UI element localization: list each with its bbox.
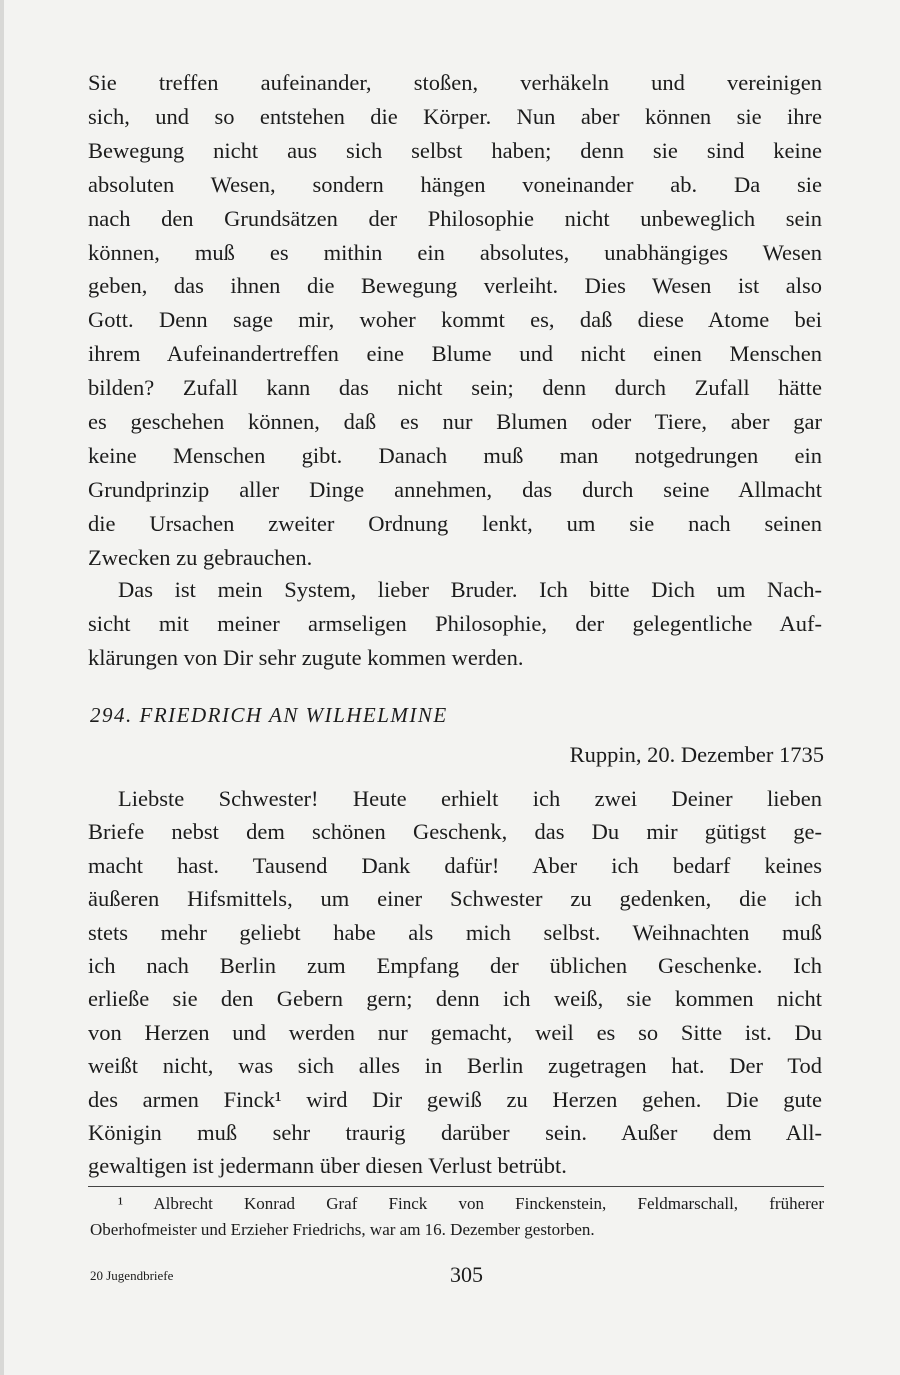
text-line: Liebste Schwester! Heute erhielt ich zwei Deiner lieben xyxy=(118,786,822,811)
text-line: macht hast. Tausend Dank dafür! Aber ich bedarf keines xyxy=(88,852,822,878)
text-line: die Ursachen zweiter Ordnung lenkt, um sie nach seinen xyxy=(88,510,822,536)
text-line: äußeren Hifsmittels, um einer Schwester zu gedenken, die ich xyxy=(88,886,822,912)
text-line: keine Menschen gibt. Danach muß man notgedrungen ein xyxy=(88,442,822,468)
text-line: ¹ Albrecht Konrad Graf Finck von Finckenstein, Feldmarschall, früherer xyxy=(118,1194,824,1213)
text-line: Bewegung nicht aus sich selbst haben; denn sie sind keine xyxy=(88,137,822,163)
text-line: Sie treffen aufeinander, stoßen, verhäkeln und vereinigen xyxy=(88,70,822,95)
text-line: nach den Grundsätzen der Philosophie nicht unbeweglich sein xyxy=(88,205,822,231)
text-line: gewaltigen ist jedermann über diesen Verlust betrübt. xyxy=(88,1153,567,1179)
text-line: stets mehr geliebt habe als mich selbst. Weihnachten muß xyxy=(88,919,822,945)
text-line: des armen Finck¹ wird Dir gewiß zu Herzen gehen. Die gute xyxy=(88,1086,822,1112)
text-line: klärungen von Dir sehr zugute kommen werden. xyxy=(88,645,524,670)
place-date: Ruppin, 20. Dezember 1735 xyxy=(569,742,824,767)
text-line: Grundprinzip aller Dinge annehmen, das durch seine Allmacht xyxy=(88,476,822,502)
text-line: Königin muß sehr traurig darüber sein. Außer dem All- xyxy=(88,1120,822,1145)
footnote-rule xyxy=(88,1186,824,1187)
text-line: können, muß es mithin ein absolutes, unabhängiges Wesen xyxy=(88,239,822,265)
letter-heading: 294. FRIEDRICH AN WILHELMINE xyxy=(90,703,448,727)
text-line: erließe sie den Gebern gern; denn ich weiß, sie kommen nicht xyxy=(88,986,822,1012)
signature-mark: 20 Jugendbriefe xyxy=(90,1268,174,1283)
text-line: Gott. Denn sage mir, woher kommt es, daß diese Atome bei xyxy=(88,307,822,333)
text-line: absoluten Wesen, sondern hängen voneinander ab. Da sie xyxy=(88,171,822,197)
text-line: ich nach Berlin zum Empfang der üblichen Geschenke. Ich xyxy=(88,953,822,978)
text-line: Das ist mein System, lieber Bruder. Ich bitte Dich um Nach- xyxy=(118,577,822,602)
page-edge xyxy=(0,0,4,1375)
text-line: von Herzen und werden nur gemacht, weil es so Sitte ist. Du xyxy=(88,1019,822,1045)
text-line: bilden? Zufall kann das nicht sein; denn durch Zufall hätte xyxy=(88,375,822,401)
text-line: Briefe nebst dem schönen Geschenk, das Du mir gütigst ge- xyxy=(88,819,822,845)
text-line: ihrem Aufeinandertreffen eine Blume und nicht einen Menschen xyxy=(88,341,822,367)
text-line: es geschehen können, daß es nur Blumen oder Tiere, aber gar xyxy=(88,409,822,434)
text-line: weißt nicht, was sich alles in Berlin zugetragen hat. Der Tod xyxy=(88,1053,822,1079)
text-line: sicht mit meiner armseligen Philosophie, der gelegentliche Auf- xyxy=(88,611,822,636)
text-line: Oberhofmeister und Erzieher Friedrichs, war am 16. Dezember gestorben. xyxy=(90,1220,595,1239)
text-line: geben, das ihnen die Bewegung verleiht. Dies Wesen ist also xyxy=(88,273,822,299)
text-line: sich, und so entstehen die Körper. Nun aber können sie ihre xyxy=(88,103,822,129)
page-number: 305 xyxy=(450,1262,483,1287)
text-line: Zwecken zu gebrauchen. xyxy=(88,544,313,570)
